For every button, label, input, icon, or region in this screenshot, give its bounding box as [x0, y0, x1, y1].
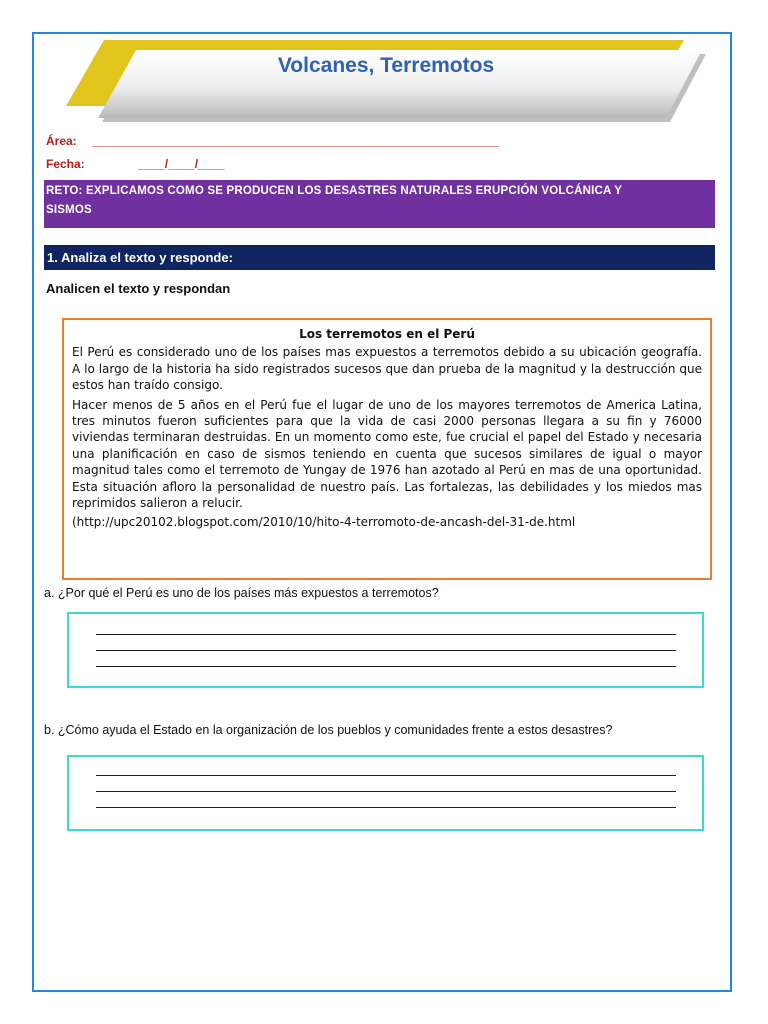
reto-line-1: RETO: EXPLICAMOS COMO SE PRODUCEN LOS DESASTRES NATURALES ERUPCIÓN VOLCÁNICA Y [46, 185, 623, 197]
answer-line[interactable] [96, 650, 676, 651]
fecha-blank[interactable]: ____/____/____ [138, 157, 225, 171]
area-field [46, 134, 500, 148]
answer-line[interactable] [96, 775, 676, 776]
answer-box-b[interactable] [67, 755, 704, 831]
title-banner [66, 38, 706, 122]
answer-box-a[interactable] [67, 612, 704, 688]
banner-shapes [66, 38, 706, 122]
reading-source-link: (http://upc20102.blogspot.com/2010/10/hito-4-terromoto-de-ancash-del-31-de.html [72, 515, 576, 530]
reading-box [62, 318, 712, 580]
question-b: b. ¿Cómo ayuda el Estado en la organización de los pueblos y comunidades frente a estos desastres? [44, 723, 613, 737]
area-label: Área: [46, 134, 77, 148]
section-header: 1. Analiza el texto y responde: [44, 245, 715, 270]
answer-line[interactable] [96, 791, 676, 792]
reto-line-2: SISMOS [46, 204, 92, 216]
fecha-field [46, 157, 225, 171]
answer-line[interactable] [96, 634, 676, 635]
fecha-label: Fecha: [46, 157, 85, 171]
answer-line[interactable] [96, 666, 676, 667]
reading-paragraph-1: El Perú es considerado uno de los países mas expuestos a terremotos debido a su ubicación geografía. A lo largo de la historia ha sido registrados sucesos que dan prueba de la magnitud y la destrucción que estos han traído consigo. [72, 345, 702, 393]
instruction-text: Analicen el texto y respondan [46, 281, 231, 296]
question-a: a. ¿Por qué el Perú es uno de los países más expuestos a terremotos? [44, 586, 439, 600]
reto-banner [44, 180, 715, 228]
answer-line[interactable] [96, 807, 676, 808]
page-title: Volcanes, Terremotos [277, 54, 495, 77]
reading-title: Los terremotos en el Perú [299, 327, 475, 341]
reading-paragraph-2: Hacer menos de 5 años en el Perú fue el lugar de uno de los mayores terremotos de America Latina, tres minutos fueron suficientes para que la vida de casi 2000 personas llegara a su fin y 76000 viviendas terminaran destruidas. En un momento como este, fue crucial el papel del Estado y necesaria una planificación en caso de sismos teniendo en cuenta que sucesos similares de igual o mayor magnitud tales como el terremoto de Yungay de 1976 han azotado al Perú en mas de una oportunidad. Esta situación afloro la personalidad de nuestro país. Las fortalezas, las debilidades y los miedos mas reprimidos salieron a relucir. [72, 397, 702, 511]
area-blank[interactable]: _____________________________________________________________ [92, 134, 500, 148]
